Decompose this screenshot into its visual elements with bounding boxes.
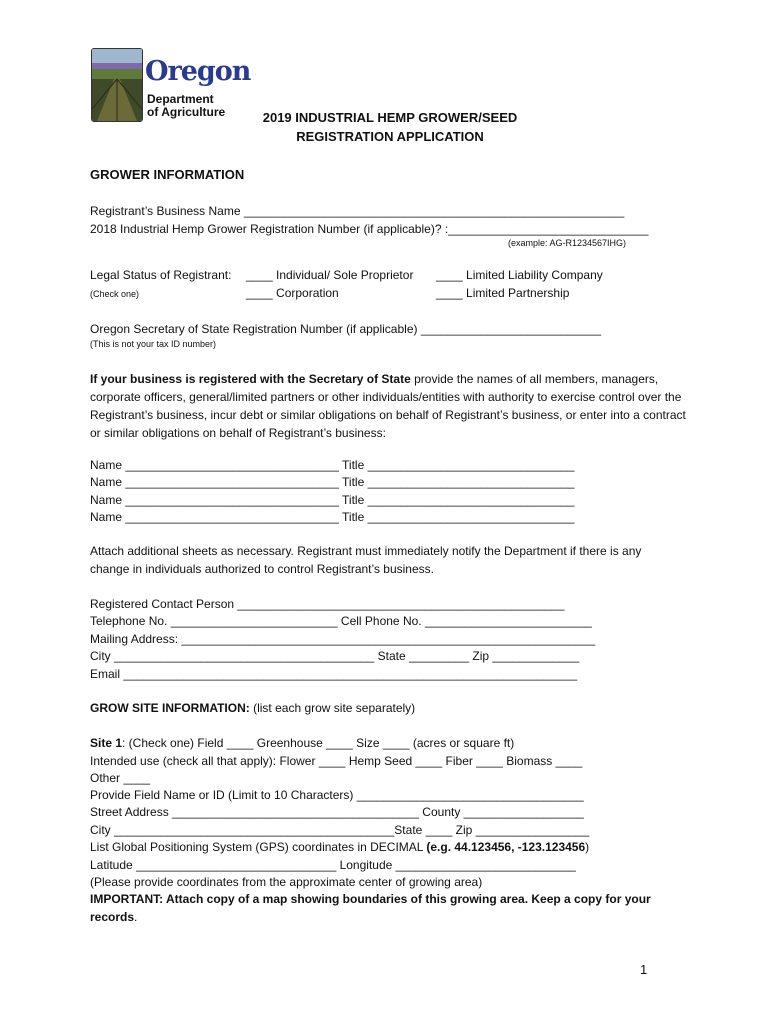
site-type-row[interactable] xyxy=(90,734,514,752)
site-label: Site 1 xyxy=(90,736,123,750)
option-corporation[interactable]: ____ Corporation xyxy=(246,286,339,300)
important-period: . xyxy=(134,910,138,924)
officer-row[interactable]: Name ________________________________ Title _______________________________ xyxy=(90,510,575,524)
page-number: 1 xyxy=(640,962,648,977)
officer-row[interactable]: Name ________________________________ Title _______________________________ xyxy=(90,475,575,489)
landscape-icon xyxy=(91,48,143,122)
grower-heading: GROWER INFORMATION xyxy=(90,167,245,182)
other-use-field[interactable]: Other ____ xyxy=(90,771,151,785)
site-type-options[interactable]: : (Check one) Field ____ Greenhouse ____ Size ____ (acres or square ft) xyxy=(122,736,515,750)
important-note xyxy=(90,890,680,926)
registration-number-field[interactable]: 2018 Industrial Hemp Grower Registration Number (if applicable)? :______________________________ xyxy=(90,222,649,236)
sos-number-field[interactable]: Oregon Secretary of State Registration Number (if applicable) ___________________________ xyxy=(90,322,602,336)
check-one-note: (Check one) xyxy=(90,289,140,299)
officer-row[interactable]: Name ________________________________ Title _______________________________ xyxy=(90,493,575,507)
logo-agency: of Agriculture xyxy=(147,105,226,119)
gps-instructions xyxy=(90,838,589,856)
officers-intro-bold: If your business is registered with the Secretary of State xyxy=(90,372,411,386)
lat-long-fields[interactable]: Latitude ______________________________ Longitude ___________________________ xyxy=(90,858,576,872)
registration-example: (example: AG-R1234567IHG) xyxy=(508,238,627,248)
form-title-line2: REGISTRATION APPLICATION xyxy=(296,129,484,144)
business-name-field[interactable]: Registrant’s Business Name _________________________________________________________ xyxy=(90,204,625,218)
gps-example: (e.g. 44.123456, -123.123456 xyxy=(426,840,586,854)
logo-wordmark: Oregon xyxy=(145,56,251,87)
site-street-field[interactable]: Street Address _____________________________________ County __________________ xyxy=(90,805,584,819)
legal-status-label: Legal Status of Registrant: xyxy=(90,268,232,282)
officers-intro-text: provide the names of all members, managers, corporate officers, general/limited partners or other individuals/entities with authority to exercise control over the Registrant’s business, incur debt or similar obligations on behalf of Registrant’s business, or enter into a contract or similar obligations on behalf of Registrant’s business: xyxy=(90,372,686,440)
option-individual[interactable]: ____ Individual/ Sole Proprietor xyxy=(246,268,414,282)
site-city-field[interactable]: City __________________________________________State ____ Zip _________________ xyxy=(90,823,590,837)
logo-department: Department xyxy=(147,92,214,106)
gps-text: List Global Positioning System (GPS) coordinates in DECIMAL xyxy=(90,840,427,854)
officers-intro xyxy=(90,370,690,442)
important-text: IMPORTANT: Attach copy of a map showing boundaries of this growing area. Keep a copy for your records xyxy=(90,892,651,924)
form-title-line1: 2019 INDUSTRIAL HEMP GROWER/SEED xyxy=(262,110,518,125)
mailing-address-field[interactable]: Mailing Address: ______________________________________________________________ xyxy=(90,632,596,646)
field-name-field[interactable]: Provide Field Name or ID (Limit to 10 Characters) __________________________________ xyxy=(90,788,584,802)
officer-row[interactable]: Name ________________________________ Title _______________________________ xyxy=(90,458,575,472)
gps-close: ) xyxy=(585,840,590,854)
email-field[interactable]: Email ____________________________________________________________________ xyxy=(90,667,578,681)
coordinate-note: (Please provide coordinates from the approximate center of growing area) xyxy=(90,875,483,889)
phone-fields[interactable]: Telephone No. _________________________ Cell Phone No. _________________________ xyxy=(90,614,592,628)
contact-person-field[interactable]: Registered Contact Person _________________________________________________ xyxy=(90,597,565,611)
sos-note: (This is not your tax ID number) xyxy=(90,339,217,349)
city-state-zip-field[interactable]: City _______________________________________ State _________ Zip _____________ xyxy=(90,649,580,663)
option-limited-partnership[interactable]: ____ Limited Partnership xyxy=(436,286,570,300)
intended-use-row[interactable]: Intended use (check all that apply): Flower ____ Hemp Seed ____ Fiber ____ Biomass ____ xyxy=(90,754,583,768)
grow-site-heading xyxy=(90,699,415,717)
grow-site-heading-bold: GROW SITE INFORMATION: xyxy=(90,701,250,715)
option-llc[interactable]: ____ Limited Liability Company xyxy=(436,268,603,282)
attach-note: Attach additional sheets as necessary. Registrant must immediately notify the Department if there is any change in individuals authorized to control Registrant’s business. xyxy=(90,544,642,576)
grow-site-heading-rest: (list each grow site separately) xyxy=(249,701,416,715)
